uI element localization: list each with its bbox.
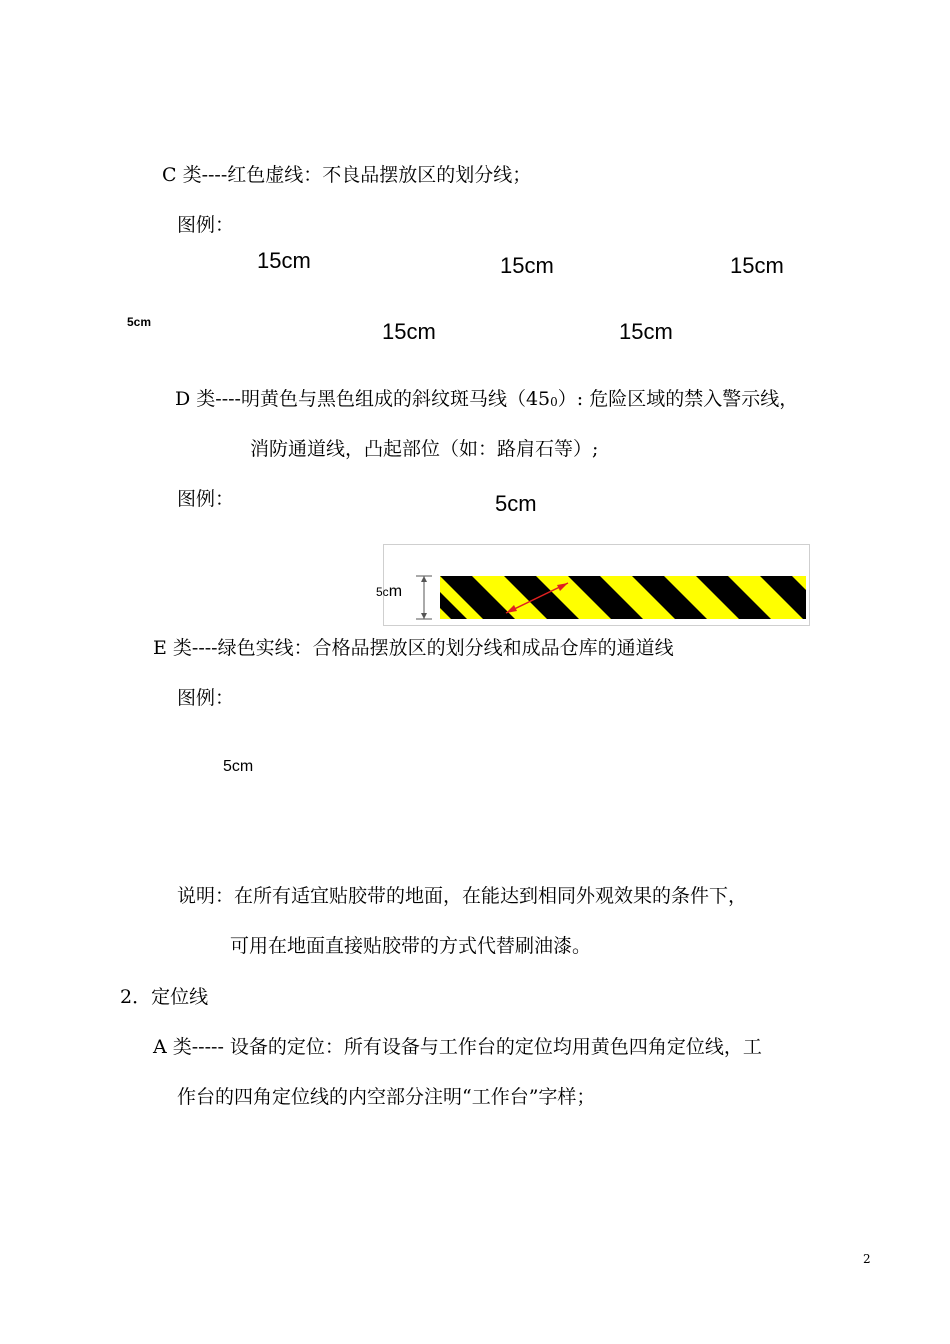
section-d-line1	[175, 387, 798, 413]
dimension-label: 15cm	[619, 319, 673, 344]
section-d-line1-pre: D 类----明黄色与黑色组成的斜纹斑马线（45	[175, 388, 551, 410]
section-d-legend-label: 图例：	[177, 488, 235, 510]
note-line2: 可用在地面直接贴胶带的方式代替刷油漆。	[230, 935, 592, 957]
stripe-width-label: 5cm	[376, 583, 403, 600]
zebra-stripe-sample	[376, 544, 810, 626]
dimension-label: 5cm	[223, 758, 254, 775]
dimension-label: 15cm	[730, 253, 784, 278]
section-e-text: E 类----绿色实线：合格品摆放区的划分线和成品仓库的通道线	[153, 637, 674, 659]
section-2-a-line1: A 类----- 设备的定位：所有设备与工作台的定位均用黄色四角定位线，工	[153, 1036, 762, 1058]
dimension-label: 15cm	[257, 248, 311, 273]
section-e-legend-label: 图例：	[177, 687, 235, 709]
section-2-heading: 2．定位线	[120, 986, 209, 1008]
section-c-legend-label: 图例：	[177, 214, 235, 236]
degree-mark: 0	[550, 395, 558, 409]
dimension-label: 5cm	[495, 491, 537, 516]
dimension-label: 5cm	[127, 315, 152, 329]
section-d-line2: 消防通道线，凸起部位（如：路肩石等）;	[250, 438, 599, 460]
section-d-line1-post: ）: 危险区域的禁入警示线，	[557, 388, 799, 410]
section-c-text: C 类----红色虚线：不良品摆放区的划分线；	[162, 164, 532, 186]
page-number: 2	[863, 1252, 871, 1266]
note-line1: 说明：在所有适宜贴胶带的地面，在能达到相同外观效果的条件下，	[177, 885, 748, 907]
zebra-stripe-graphic	[384, 545, 809, 625]
dimension-label: 15cm	[382, 319, 436, 344]
section-2-a-line2: 作台的四角定位线的内空部分注明“工作台”字样；	[177, 1086, 596, 1108]
dimension-label: 15cm	[500, 253, 554, 278]
